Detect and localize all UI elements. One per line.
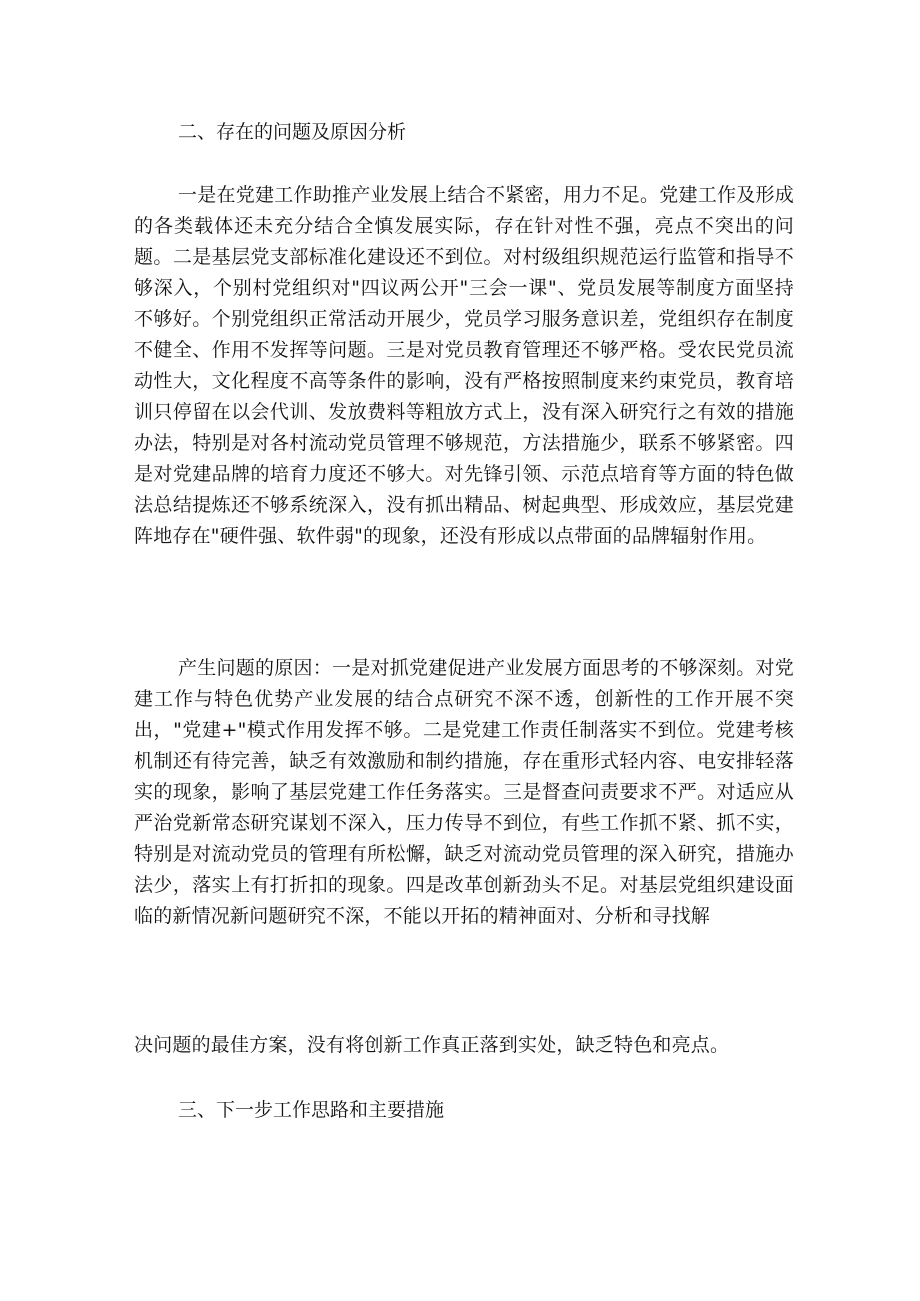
problems-paragraph: 一是在党建工作助推产业发展上结合不紧密，用力不足。党建工作及形成的各类载体还未充分结合全慎发展实际，存在针对性不强，亮点不突出的问题。二是基层党支部标准化建设还不到位。对村级组织规范运行监管和指导不够深入，个别村党组织对"四议两公开"三会一课"、党员发展等制度方面坚持不够好。个别党组织正常活动开展少，党员学习服务意识差，党组织存在制度不健全、作用不发挥等问题。三是对党员教育管理还不够严格。受农民党员流动性大，文化程度不高等条件的影响，没有严格按照制度来约束党员，教育培训只停留在以会代训、发放费料等粗放方式上，没有深入研究行之有效的措施办法，特别是对各村流动党员管理不够规范，方法措施少，联系不够紧密。四是对党建品牌的培育力度还不够大。对先锋引领、示范点培育等方面的特色做法总结提炼还不够系统深入，没有抓出精品、树起典型、形成效应，基层党建阵地存在"硬件强、软件弱"的现象，还没有形成以点带面的品牌辐射作用。 (134, 184, 794, 547)
section-heading-problems: 二、存在的问题及原因分析 (178, 121, 407, 143)
section-heading-next-steps: 三、下一步工作思路和主要措施 (178, 1099, 445, 1121)
continuation-line: 决问题的最佳方案，没有将创新工作真正落到实处，缺乏特色和亮点。 (134, 1034, 730, 1056)
causes-paragraph: 产生问题的原因：一是对抓党建促进产业发展方面思考的不够深刻。对党建工作与特色优势产业发展的结合点研究不深不透，创新性的工作开展不突出，"党建+"模式作用发挥不够。二是党建工作责任制落实不到位。党建考核机制还有待完善，缺乏有效激励和制约措施，存在重形式轻内容、电安排轻落实的现象，影响了基层党建工作任务落实。三是督查问责要求不严。对适应从严治党新常态研究谋划不深入，压力传导不到位，有些工作抓不紧、抓不实，特别是对流动党员的管理有所松懈，缺乏对流动党员管理的深入研究，措施办法少，落实上有打折扣的现象。四是改革创新劲头不足。对基层党组织建设面临的新情况新问题研究不深，不能以开拓的精神面对、分析和寻找解 (134, 657, 794, 927)
